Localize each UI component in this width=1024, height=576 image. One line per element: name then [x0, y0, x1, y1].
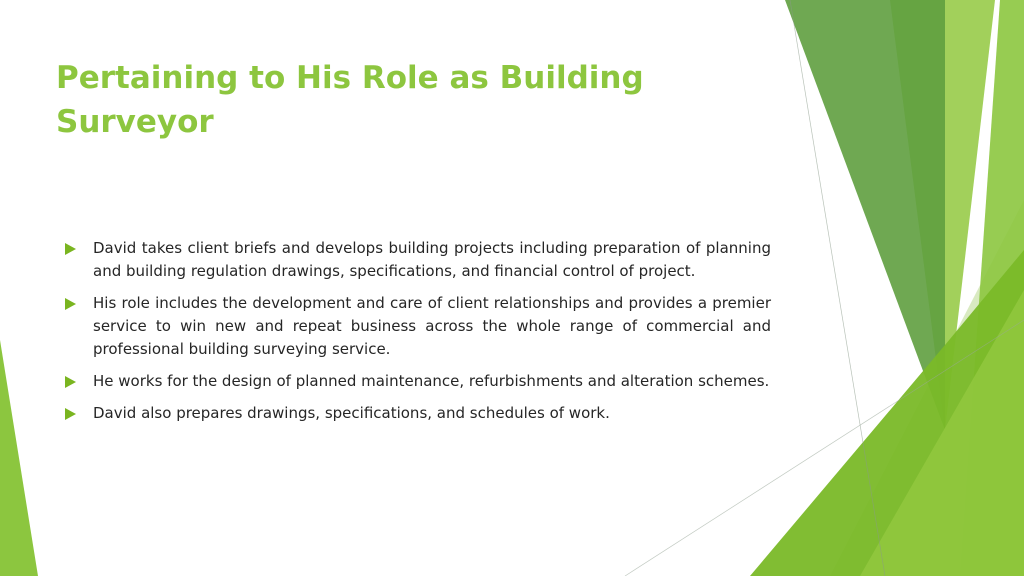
triangle-bullet-icon: [65, 298, 76, 310]
triangle-bullet-icon: [65, 408, 76, 420]
list-item: [64, 292, 771, 361]
bullet-text: He works for the design of planned maintenance, refurbishments and alteration schemes.: [93, 372, 770, 390]
bullet-text: David takes client briefs and develops building projects including preparation of planning and building regulation drawings, specifications, and financial control of project.: [93, 239, 771, 280]
bullet-list: [64, 237, 771, 434]
triangle-bullet-icon: [65, 376, 76, 388]
list-item: [64, 370, 771, 393]
bullet-text: David also prepares drawings, specifications, and schedules of work.: [93, 404, 610, 422]
dark-green-panel: [785, 0, 945, 430]
left-edge-green: [0, 340, 38, 576]
bullet-text: His role includes the development and care of client relationships and provides a premier service to win new and repeat business across the whole range of commercial and professional building surveying service.: [93, 294, 771, 358]
triangle-bullet-icon: [65, 243, 76, 255]
list-item: [64, 237, 771, 283]
slide-title: Pertaining to His Role as Building Surveyor: [56, 60, 644, 140]
list-item: [64, 402, 771, 425]
